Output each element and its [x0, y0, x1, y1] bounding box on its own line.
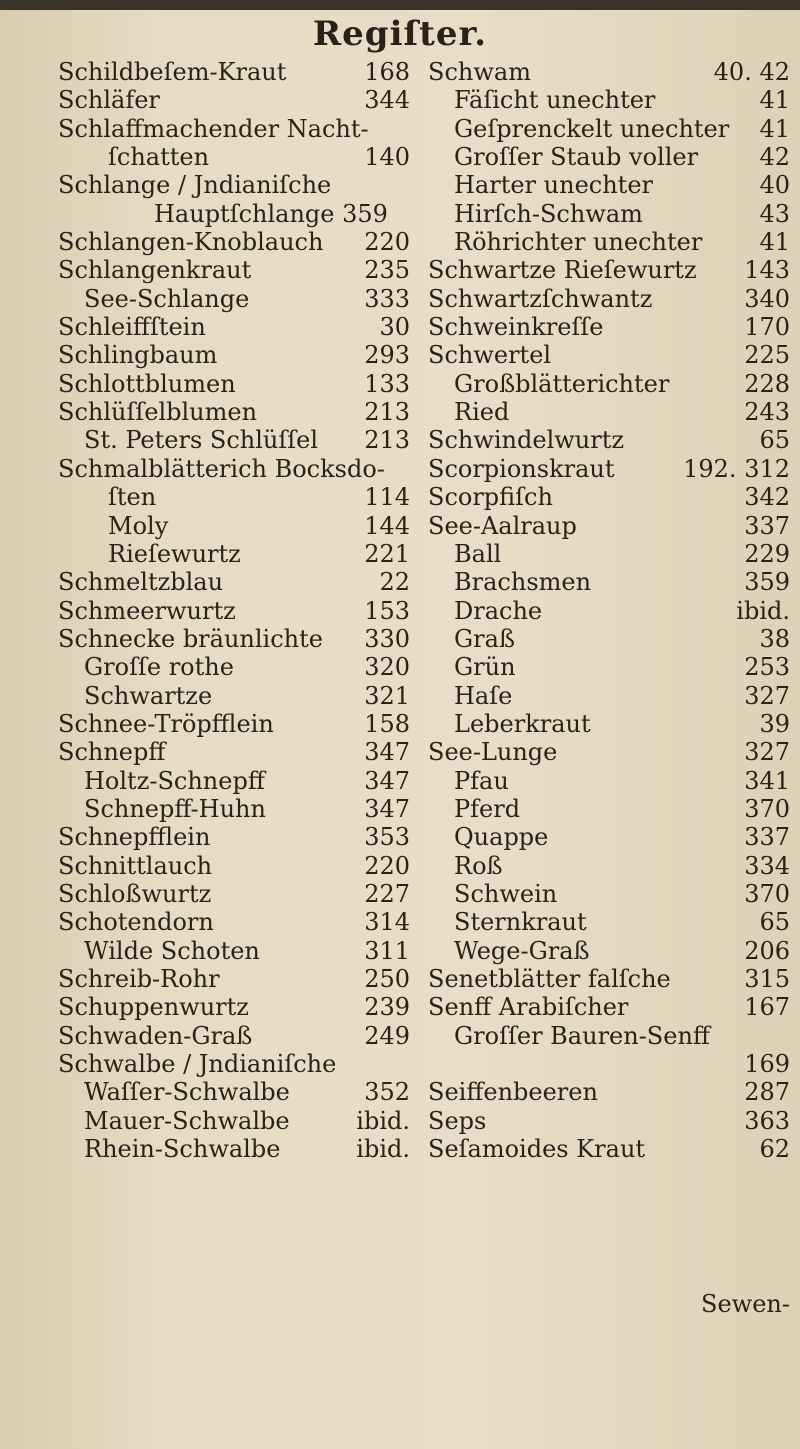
- index-entry: [58, 512, 410, 540]
- index-term: Groſſer Bauren-Senff: [454, 1021, 710, 1050]
- index-entry: [58, 965, 410, 993]
- index-page-number: ibid.: [736, 596, 790, 625]
- index-term: Schwaden-Graß: [58, 1021, 253, 1050]
- index-entry: [428, 710, 790, 738]
- index-term: Schnecke bräunlichte: [58, 624, 323, 653]
- index-entry: [428, 1135, 790, 1163]
- index-page-number: 41: [759, 114, 790, 143]
- index-page-number: 39: [759, 709, 790, 738]
- index-page-number: 220: [364, 851, 410, 880]
- index-term: Schnepfflein: [58, 823, 211, 852]
- index-page-number: 65: [759, 426, 790, 455]
- index-page-number: 341: [744, 766, 790, 795]
- index-page-number: 167: [744, 993, 790, 1022]
- index-page-number: 22: [379, 568, 410, 597]
- index-entry: [428, 512, 790, 540]
- index-page-number: 143: [744, 256, 790, 285]
- index-page-number: 337: [744, 823, 790, 852]
- index-page-number: 206: [744, 936, 790, 965]
- index-term: Schnepff-Huhn: [84, 794, 266, 823]
- index-term: Schotendorn: [58, 908, 214, 937]
- index-term: Harter unechter: [454, 171, 653, 200]
- index-term: 169: [744, 1050, 790, 1079]
- index-page-number: 352: [364, 1078, 410, 1107]
- index-page-number: 287: [744, 1078, 790, 1107]
- index-term: Schläfer: [58, 86, 160, 115]
- index-page-number: 170: [744, 313, 790, 342]
- index-page-number: 235: [364, 256, 410, 285]
- index-entry: [58, 455, 410, 483]
- index-page-number: 333: [364, 284, 410, 313]
- index-entry: [58, 852, 410, 880]
- index-entry: [428, 341, 790, 369]
- index-term: Drache: [454, 596, 543, 625]
- index-entry: [428, 58, 790, 86]
- index-term: Schlüſſelblumen: [58, 398, 258, 427]
- index-entry: [58, 370, 410, 398]
- index-entry: [428, 200, 790, 228]
- index-entry: [58, 1078, 410, 1106]
- index-page-number: 227: [364, 879, 410, 908]
- index-entry: [58, 58, 410, 86]
- index-page-number: 153: [364, 596, 410, 625]
- catchword: Sewen-: [701, 1290, 790, 1318]
- index-entry: [58, 313, 410, 341]
- index-page-number: 353: [364, 823, 410, 852]
- index-entry: [428, 880, 790, 908]
- index-page-number: 62: [759, 1135, 790, 1164]
- index-page-number: 43: [759, 199, 790, 228]
- index-term: See-Schlange: [84, 284, 250, 313]
- index-entry: [58, 540, 410, 568]
- index-entry: [428, 455, 790, 483]
- index-term: Ball: [454, 539, 502, 568]
- index-entry: [428, 540, 790, 568]
- index-page-number: 342: [744, 483, 790, 512]
- index-entry: [58, 143, 410, 171]
- index-page-number: 229: [744, 539, 790, 568]
- index-term: Schwartze: [84, 681, 213, 710]
- index-entry: [58, 483, 410, 511]
- index-page-number: 314: [364, 908, 410, 937]
- index-entry: [58, 908, 410, 936]
- page-top-edge: [0, 0, 800, 10]
- index-entry: [58, 738, 410, 766]
- right-column: [428, 58, 790, 1163]
- index-page-number: 158: [364, 709, 410, 738]
- index-entry: [428, 86, 790, 114]
- index-entry: [58, 823, 410, 851]
- index-term: Ried: [454, 398, 510, 427]
- index-entry: [58, 597, 410, 625]
- index-entry: [58, 993, 410, 1021]
- index-term: Schwam: [428, 58, 531, 86]
- index-term: Schwartze Rieſewurtz: [428, 256, 697, 285]
- index-entry: [58, 710, 410, 738]
- index-term: Pferd: [454, 794, 521, 823]
- index-entry: [58, 568, 410, 596]
- index-term: Senetblätter falſche: [428, 965, 671, 993]
- index-entry: [428, 228, 790, 256]
- index-entry: [428, 115, 790, 143]
- index-entry: [428, 682, 790, 710]
- index-term: Grün: [454, 653, 516, 682]
- index-term: Schwartzſchwantz: [428, 284, 653, 313]
- index-term: Schlottblumen: [58, 369, 236, 398]
- index-term: St. Peters Schlüſſel: [84, 426, 318, 455]
- index-term: Geſprenckelt unechter: [454, 114, 730, 143]
- index-term: Röhrichter unechter: [454, 228, 703, 257]
- index-page-number: 213: [364, 398, 410, 427]
- index-term: Graß: [454, 624, 515, 653]
- index-term: Schlangen-Knoblauch: [58, 228, 324, 257]
- index-entry: [428, 1022, 790, 1050]
- index-page-number: 40. 42: [713, 58, 790, 86]
- index-entry: [428, 568, 790, 596]
- index-entry: [58, 795, 410, 823]
- index-page-number: 253: [744, 653, 790, 682]
- index-term: Mauer-Schwalbe: [84, 1106, 290, 1135]
- index-page-number: 239: [364, 993, 410, 1022]
- index-entry: [428, 313, 790, 341]
- index-term: Leberkraut: [454, 709, 591, 738]
- index-entry: [428, 795, 790, 823]
- index-term: Schwalbe / Jndianiſche: [58, 1050, 337, 1079]
- index-page-number: 311: [364, 936, 410, 965]
- index-page-number: 320: [364, 653, 410, 682]
- index-page-number: 168: [364, 58, 410, 86]
- index-term: See-Aalraup: [428, 511, 577, 540]
- page-title: Regiſter.: [312, 14, 488, 54]
- index-entry: [428, 426, 790, 454]
- index-term: Pfau: [454, 766, 509, 795]
- index-page-number: 220: [364, 228, 410, 257]
- index-entry: [428, 285, 790, 313]
- index-page-number: 327: [744, 738, 790, 767]
- index-term: Quappe: [454, 823, 549, 852]
- index-entry: [428, 738, 790, 766]
- index-entry: [58, 86, 410, 114]
- index-entry: [428, 597, 790, 625]
- index-entry: [428, 483, 790, 511]
- index-entry: [58, 426, 410, 454]
- index-page-number: 370: [744, 794, 790, 823]
- index-entry: [58, 1050, 410, 1078]
- index-page-number: 221: [364, 539, 410, 568]
- index-entry: [58, 1022, 410, 1050]
- index-entry: [58, 228, 410, 256]
- index-entry: [428, 1050, 790, 1078]
- index-term: Groſſer Staub voller: [454, 143, 699, 172]
- index-term: Schloßwurtz: [58, 879, 212, 908]
- index-page-number: 330: [364, 624, 410, 653]
- index-page-number: 321: [364, 681, 410, 710]
- index-term: Schwindelwurtz: [428, 426, 625, 455]
- index-page-number: 315: [744, 965, 790, 993]
- index-entry: [58, 937, 410, 965]
- index-term: Schlingbaum: [58, 341, 218, 370]
- index-entry: [58, 256, 410, 284]
- index-term: Schleiffſtein: [58, 313, 206, 342]
- index-term: Großblätterichter: [454, 369, 670, 398]
- index-page-number: 41: [759, 228, 790, 257]
- index-page-number: 347: [364, 738, 410, 767]
- index-page-number: 370: [744, 879, 790, 908]
- index-entry: [428, 823, 790, 851]
- index-page-number: 144: [364, 511, 410, 540]
- index-page-number: 140: [364, 143, 410, 172]
- index-entry: [428, 171, 790, 199]
- index-entry: [428, 256, 790, 284]
- index-term: Senff Arabiſcher: [428, 993, 629, 1022]
- index-term: Schnittlauch: [58, 851, 213, 880]
- index-entry: [58, 1135, 410, 1163]
- index-term: Groſſe rothe: [84, 653, 234, 682]
- index-term: Seps: [428, 1106, 487, 1135]
- index-page-number: 337: [744, 511, 790, 540]
- index-term: ſten: [108, 483, 157, 512]
- index-entry: [58, 341, 410, 369]
- index-page-number: 249: [364, 1021, 410, 1050]
- index-term: Schmeerwurtz: [58, 596, 236, 625]
- index-term: Rieſewurtz: [108, 539, 241, 568]
- index-entry: [58, 767, 410, 795]
- index-term: Schnee-Tröpfflein: [58, 709, 274, 738]
- index-term: Holtz-Schnepff: [84, 766, 265, 795]
- index-entry: [428, 767, 790, 795]
- index-term: Seſamoides Kraut: [428, 1135, 646, 1164]
- index-term: Roß: [454, 851, 503, 880]
- index-page-number: 225: [744, 341, 790, 370]
- index-entry: [428, 908, 790, 936]
- index-term: Hauptſchlange 359: [154, 199, 388, 228]
- index-term: Haſe: [454, 681, 513, 710]
- index-term: Scorpfiſch: [428, 483, 553, 512]
- index-term: Schnepff: [58, 738, 166, 767]
- index-entry: [58, 625, 410, 653]
- index-term: Waſſer-Schwalbe: [84, 1078, 290, 1107]
- index-term: Schlange / Jndianiſche: [58, 171, 332, 200]
- index-entry: [58, 171, 410, 199]
- index-entry: [428, 625, 790, 653]
- index-page-number: 41: [759, 86, 790, 115]
- index-page-number: 359: [744, 568, 790, 597]
- index-page-number: 133: [364, 369, 410, 398]
- index-page-number: 42: [759, 143, 790, 172]
- index-page-number: ibid.: [356, 1106, 410, 1135]
- index-entry: [58, 1107, 410, 1135]
- index-term: Wege-Graß: [454, 936, 590, 965]
- index-page-number: 344: [364, 86, 410, 115]
- index-entry: [428, 852, 790, 880]
- index-term: Seiffenbeeren: [428, 1078, 598, 1107]
- index-entry: [428, 398, 790, 426]
- index-term: Schreib-Rohr: [58, 965, 220, 993]
- index-entry: [428, 1107, 790, 1135]
- index-entry: [428, 370, 790, 398]
- index-term: Schwertel: [428, 341, 552, 370]
- index-page-number: 228: [744, 369, 790, 398]
- index-term: Wilde Schoten: [84, 936, 260, 965]
- index-entry: [428, 653, 790, 681]
- index-term: Scorpionskraut: [428, 454, 615, 483]
- index-entry: [428, 143, 790, 171]
- index-entry: [58, 285, 410, 313]
- index-page-number: 347: [364, 794, 410, 823]
- index-entry: [428, 965, 790, 993]
- index-page-number: 38: [759, 624, 790, 653]
- index-page-number: 192. 312: [683, 454, 790, 483]
- index-entry: [58, 653, 410, 681]
- index-term: Sternkraut: [454, 908, 587, 937]
- index-entry: [58, 880, 410, 908]
- index-page-number: 340: [744, 284, 790, 313]
- index-entry: [58, 398, 410, 426]
- index-page-number: 213: [364, 426, 410, 455]
- index-entry: [428, 1078, 790, 1106]
- index-entry: [58, 115, 410, 143]
- index-page-number: 334: [744, 851, 790, 880]
- index-term: Schildbeſem-Kraut: [58, 58, 287, 86]
- index-term: See-Lunge: [428, 738, 558, 767]
- index-page-number: 347: [364, 766, 410, 795]
- index-page-number: 243: [744, 398, 790, 427]
- index-term: Rhein-Schwalbe: [84, 1135, 281, 1164]
- index-term: Schmalblätterich Bocksdo-: [58, 454, 385, 483]
- index-term: ſchatten: [108, 143, 210, 172]
- index-page-number: 65: [759, 908, 790, 937]
- index-term: Schuppenwurtz: [58, 993, 249, 1022]
- index-entry: [428, 937, 790, 965]
- index-entry: [58, 682, 410, 710]
- index-term: Fäſicht unechter: [454, 86, 656, 115]
- index-term: Brachsmen: [454, 568, 592, 597]
- left-column: [58, 58, 410, 1163]
- index-page-number: 363: [744, 1106, 790, 1135]
- index-term: Hirſch-Schwam: [454, 199, 643, 228]
- index-term: Moly: [108, 511, 169, 540]
- index-entry: [428, 993, 790, 1021]
- index-entry: [58, 200, 410, 228]
- index-page-number: 327: [744, 681, 790, 710]
- index-term: Schmeltzblau: [58, 568, 224, 597]
- index-page-number: ibid.: [356, 1135, 410, 1164]
- index-term: Schweinkreſſe: [428, 313, 604, 342]
- index-page-number: 114: [364, 483, 410, 512]
- index-term: Schlaffmachender Nacht-: [58, 114, 369, 143]
- index-page-number: 250: [364, 965, 410, 993]
- index-term: Schlangenkraut: [58, 256, 252, 285]
- index-term: Schwein: [454, 879, 558, 908]
- index-page-number: 293: [364, 341, 410, 370]
- index-page-number: 30: [379, 313, 410, 342]
- index-page-number: 40: [759, 171, 790, 200]
